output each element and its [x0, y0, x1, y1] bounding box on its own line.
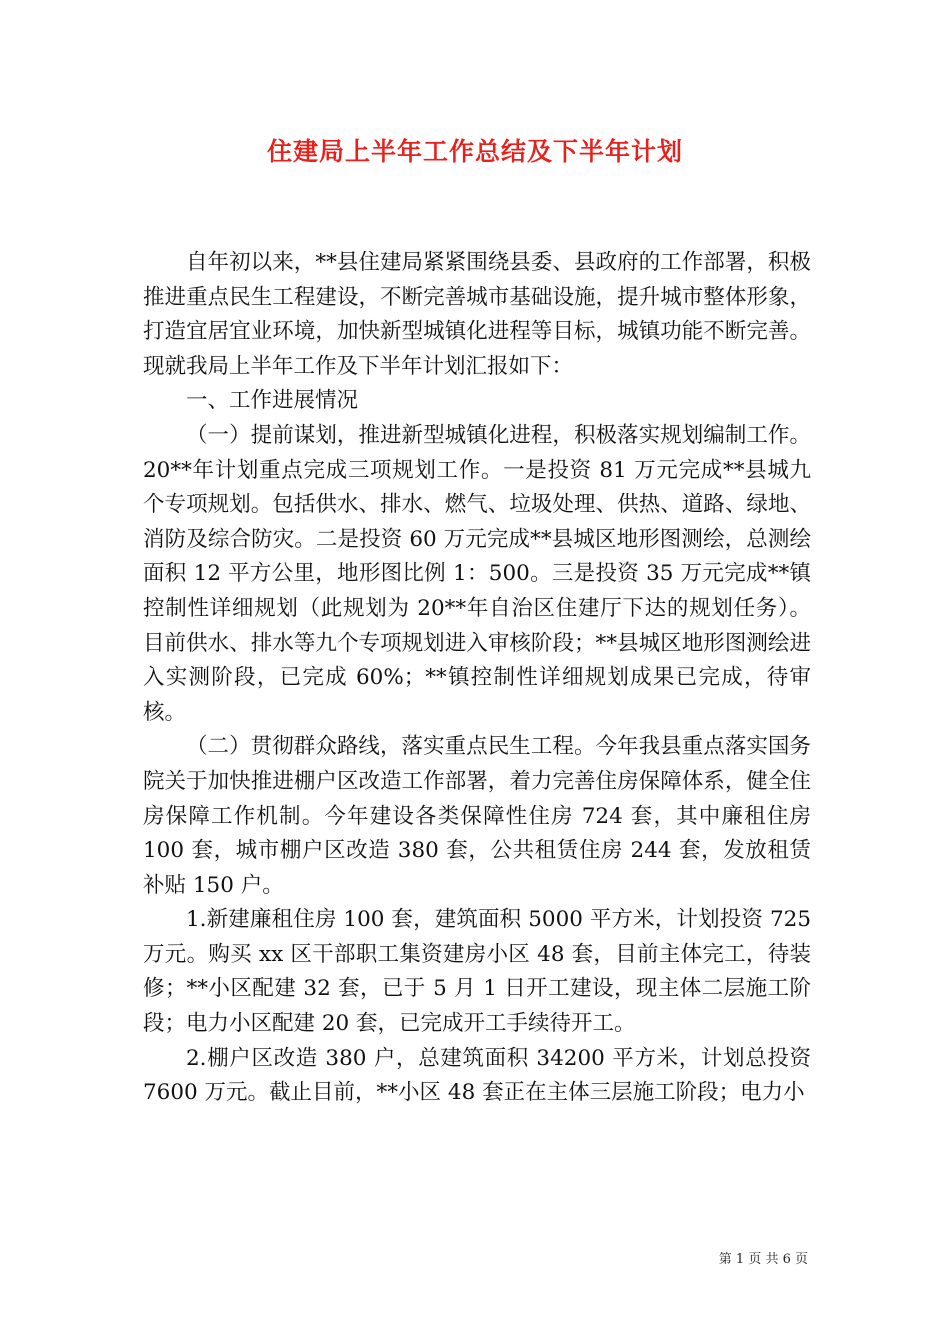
paragraph-housing: （二）贯彻群众路线，落实重点民生工程。今年我县重点落实国务院关于加快推进棚户区改造工作部署，着力完善住房保障体系，健全住房保障工作机制。今年建设各类保障性住房 724 套，其中廉租住房 100 套，城市棚户区改造 380 套，公共租赁住房 244 套，发放租赁补贴 150 户。: [143, 734, 811, 898]
paragraph-item-1: 1.新建廉租住房 100 套，建筑面积 5000 平方米，计划投资 725 万元。购买 xx 区干部职工集资建房小区 48 套，目前主体完工，待装修；**小区配建 32 套，已于 5 月 1 日开工建设，现主体二层施工阶段；电力小区配建 20 套，已完成开工手续待开工。: [143, 907, 811, 1037]
paragraph-item-2: 2.棚户区改造 380 户，总建筑面积 34200 平方米，计划总投资 7600 万元。截止目前，**小区 48 套正在主体三层施工阶段；电力小: [143, 1045, 811, 1106]
paragraph-planning: （一）提前谋划，推进新型城镇化进程，积极落实规划编制工作。20**年计划重点完成三项规划工作。一是投资 81 万元完成**县城九个专项规划。包括供水、排水、燃气、垃圾处理、供热、道路、绿地、消防及综合防灾。二是投资 60 万元完成**县城区地形图测绘，总测绘面积 12 平方公里，地形图比例 1：500。三是投资 35 万元完成**镇控制性详细规划（此规划为 20**年自治区住建厅下达的规划任务）。目前供水、排水等九个专项规划进入审核阶段；**县城区地形图测绘进入实测阶段，已完成 60%；**镇控制性详细规划成果已完成，待审核。: [143, 422, 811, 725]
paragraph-intro: 自年初以来，**县住建局紧紧围绕县委、县政府的工作部署，积极推进重点民生工程建设，不断完善城市基础设施，提升城市整体形象，打造宜居宜业环境，加快新型城镇化进程等目标，城镇功能不断完善。现就我局上半年工作及下半年计划汇报如下：: [143, 250, 811, 379]
document-title: 住建局上半年工作总结及下半年计划: [266, 137, 683, 166]
document-body: [143, 246, 811, 1111]
page-number: 第 1 页 共 6 页: [718, 1252, 808, 1267]
section-heading: 一、工作进展情况: [186, 388, 359, 414]
